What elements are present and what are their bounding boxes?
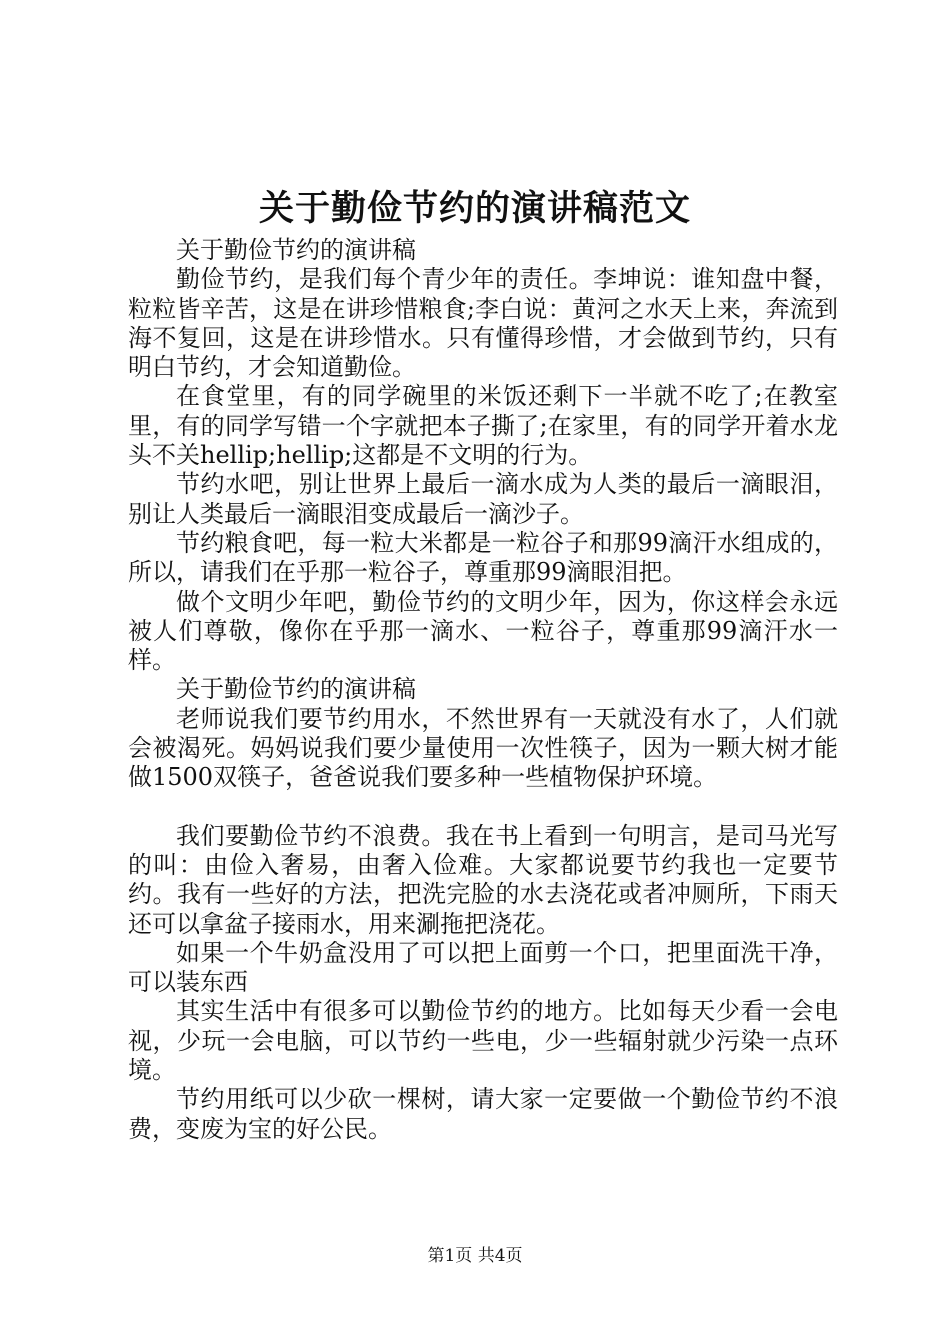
- document-title: 关于勤俭节约的演讲稿范文: [258, 188, 691, 229]
- page-footer: 第1页 共4页: [427, 1246, 523, 1266]
- paragraph: 如果一个牛奶盒没用了可以把上面剪一个口，把里面洗干净，可以装东西: [128, 938, 838, 997]
- paragraph: 节约粮食吧，每一粒大米都是一粒谷子和那99滴汗水组成的，所以，请我们在乎那一粒谷子，尊重那99滴眼泪把。: [128, 528, 838, 587]
- paragraph: 节约水吧，别让世界上最后一滴水成为人类的最后一滴眼泪，别让人类最后一滴眼泪变成最后一滴沙子。: [128, 470, 838, 528]
- paragraph: 老师说我们要节约用水，不然世界有一天就没有水了，人们就会被渴死。妈妈说我们要少量使用一次性筷子，因为一颗大树才能做1500双筷子，爸爸说我们要多种一些植物保护环境。: [128, 704, 838, 792]
- paragraph: 在食堂里，有的同学碗里的米饭还剩下一半就不吃了;在教室里，有的同学写错一个字就把本子撕了;在家里，有的同学开着水龙头不关hellip;hellip;这都是不文明的行为。: [128, 382, 838, 470]
- paragraph: 做个文明少年吧，勤俭节约的文明少年，因为，你这样会永远被人们尊敬，像你在乎那一滴水、一粒谷子，尊重那99滴汗水一样。: [128, 587, 838, 675]
- paragraph-heading: 关于勤俭节约的演讲稿: [176, 675, 416, 704]
- paragraph-heading: 关于勤俭节约的演讲稿: [176, 236, 416, 264]
- document-body: [128, 236, 838, 1144]
- paragraph: 我们要勤俭节约不浪费。我在书上看到一句明言，是司马光写的叫：由俭入奢易，由奢入俭难。大家都说要节约我也一定要节约。我有一些好的方法，把洗完脸的水去浇花或者冲厕所，下雨天还可以拿盆子接雨水，用来涮拖把浇花。: [128, 821, 838, 938]
- paragraph: 勤俭节约，是我们每个青少年的责任。李坤说：谁知盘中餐，粒粒皆辛苦，这是在讲珍惜粮食;李白说：黄河之水天上来，奔流到海不复回，这是在讲珍惜水。只有懂得珍惜，才会做到节约，只有明白节约，才会知道勤俭。: [128, 265, 838, 382]
- paragraph: 其实生活中有很多可以勤俭节约的地方。比如每天少看一会电视，少玩一会电脑，可以节约一些电，少一些辐射就少污染一点环境。: [128, 997, 838, 1085]
- paragraph: 节约用纸可以少砍一棵树，请大家一定要做一个勤俭节约不浪费，变废为宝的好公民。: [128, 1085, 838, 1143]
- blank-line: [128, 793, 838, 822]
